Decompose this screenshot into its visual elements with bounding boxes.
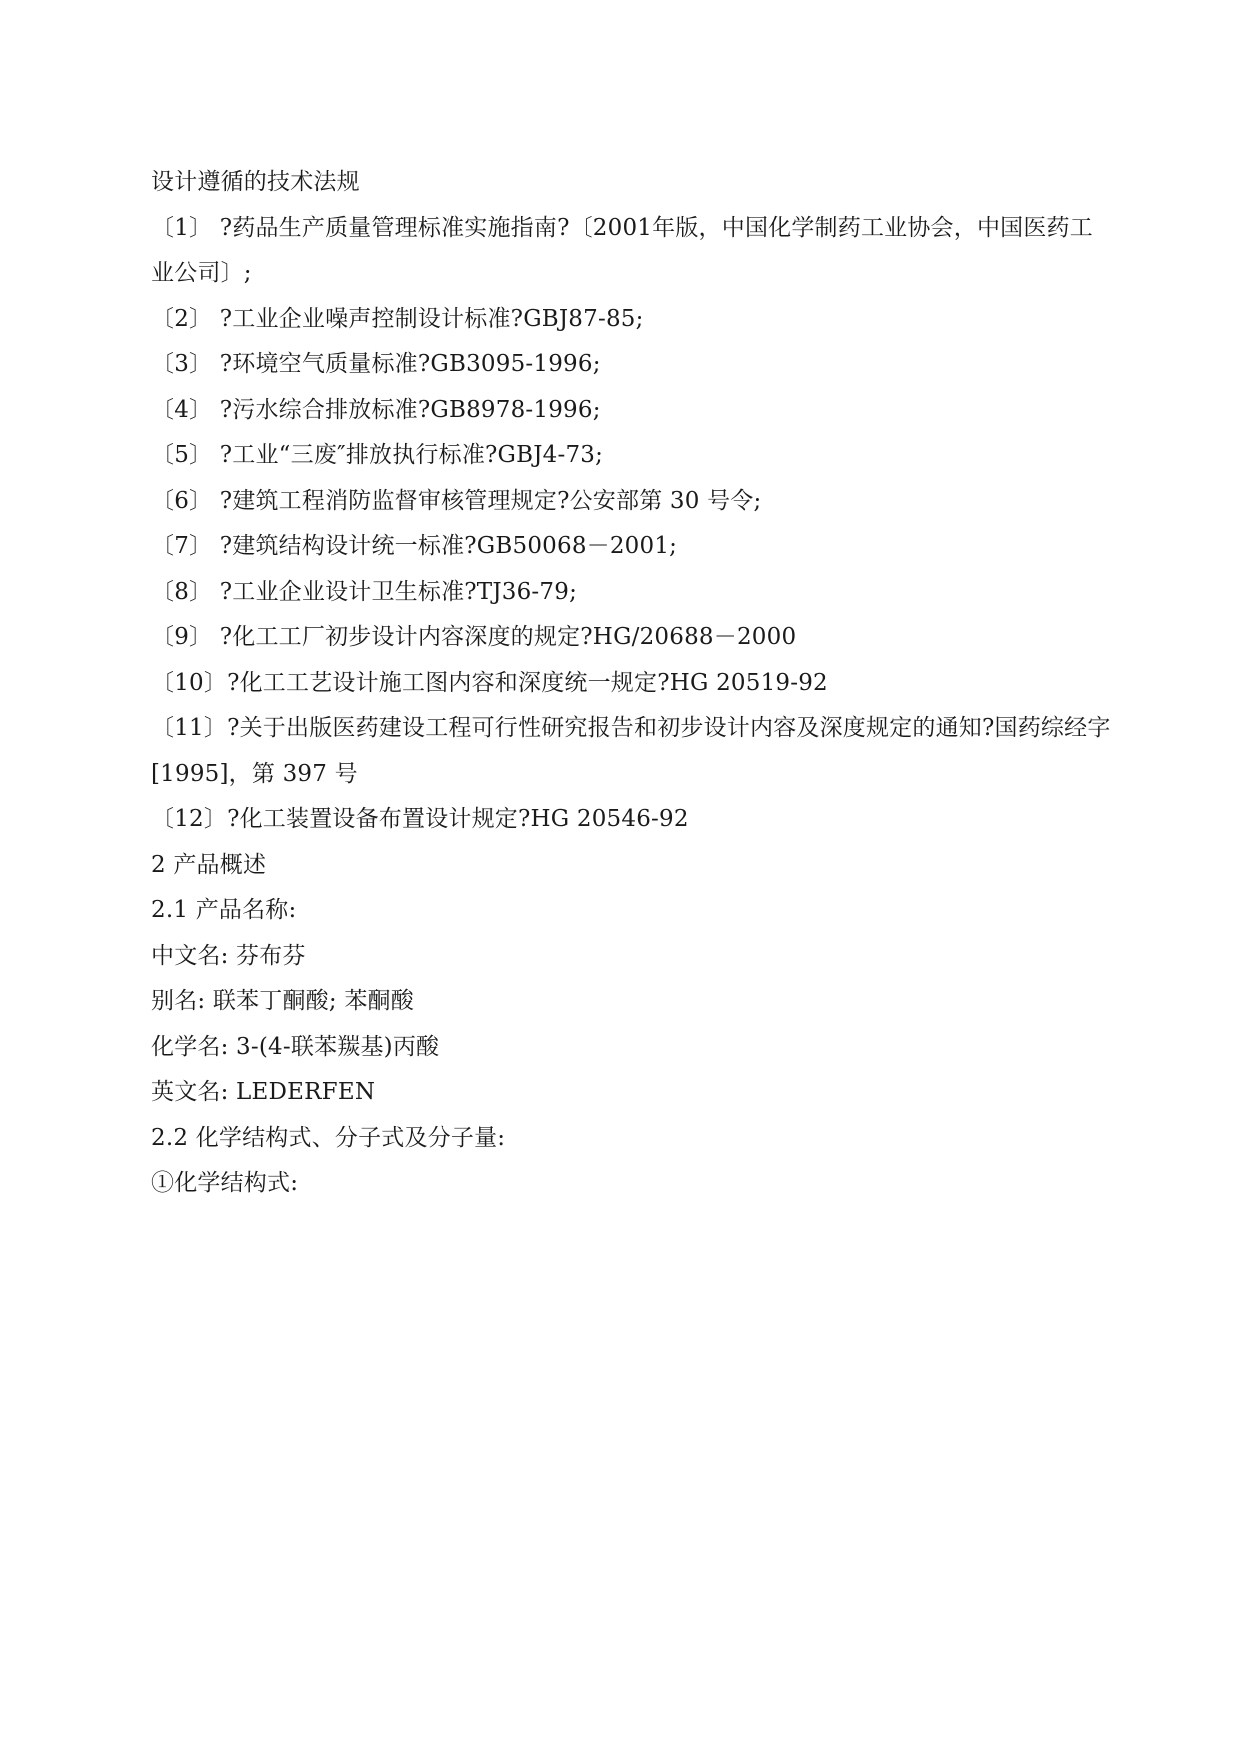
product-english-name: 英文名: LEDERFEN bbox=[151, 1079, 376, 1105]
regulation-item-12: 〔12〕?化工装置设备布置设计规定?HG 20546-92 bbox=[151, 806, 689, 832]
regulation-item-6: 〔6〕 ?建筑工程消防监督审核管理规定?公安部第 30 号令; bbox=[151, 487, 762, 514]
regulation-item-1: 〔1〕 ?药品生产质量管理标准实施指南?〔2001年版，中国化学制药工业协会，中国医药工 bbox=[151, 214, 1093, 241]
regulation-item-1-continued: 业公司〕; bbox=[151, 260, 252, 286]
regulation-item-7: 〔7〕 ?建筑结构设计统一标准?GB50068－2001; bbox=[151, 533, 678, 559]
subsection-heading-structure: 2.2 化学结构式、分子式及分子量: bbox=[151, 1124, 506, 1151]
regulation-item-3: 〔3〕 ?环境空气质量标准?GB3095-1996; bbox=[151, 351, 601, 377]
section-heading-product-overview: 2 产品概述 bbox=[151, 851, 267, 878]
product-chinese-name: 中文名: 芬布芬 bbox=[151, 942, 306, 969]
product-chemical-name: 化学名: 3-(4-联苯羰基)丙酸 bbox=[151, 1033, 440, 1060]
structure-formula-label: ①化学结构式: bbox=[151, 1170, 299, 1196]
regulation-item-9: 〔9〕 ?化工工厂初步设计内容深度的规定?HG/20688－2000 bbox=[151, 624, 797, 650]
regulation-item-8: 〔8〕 ?工业企业设计卫生标准?TJ36-79; bbox=[151, 578, 578, 605]
regulation-item-11-continued: [1995]，第 397 号 bbox=[151, 760, 358, 787]
product-alias: 别名: 联苯丁酮酸; 苯酮酸 bbox=[151, 988, 414, 1014]
regulation-item-11: 〔11〕?关于出版医药建设工程可行性研究报告和初步设计内容及深度规定的通知?国药综经字 bbox=[151, 715, 1111, 741]
regulation-item-2: 〔2〕 ?工业企业噪声控制设计标准?GBJ87-85; bbox=[151, 305, 644, 332]
regulation-item-5: 〔5〕 ?工业“三废″排放执行标准?GBJ4-73; bbox=[151, 442, 604, 468]
section-heading-regulations: 设计遵循的技术法规 bbox=[151, 169, 360, 195]
document-body bbox=[151, 160, 1191, 1207]
regulation-item-10: 〔10〕?化工工艺设计施工图内容和深度统一规定?HG 20519-92 bbox=[151, 669, 828, 696]
subsection-heading-product-name: 2.1 产品名称: bbox=[151, 897, 297, 923]
regulation-item-4: 〔4〕 ?污水综合排放标准?GB8978-1996; bbox=[151, 396, 601, 423]
